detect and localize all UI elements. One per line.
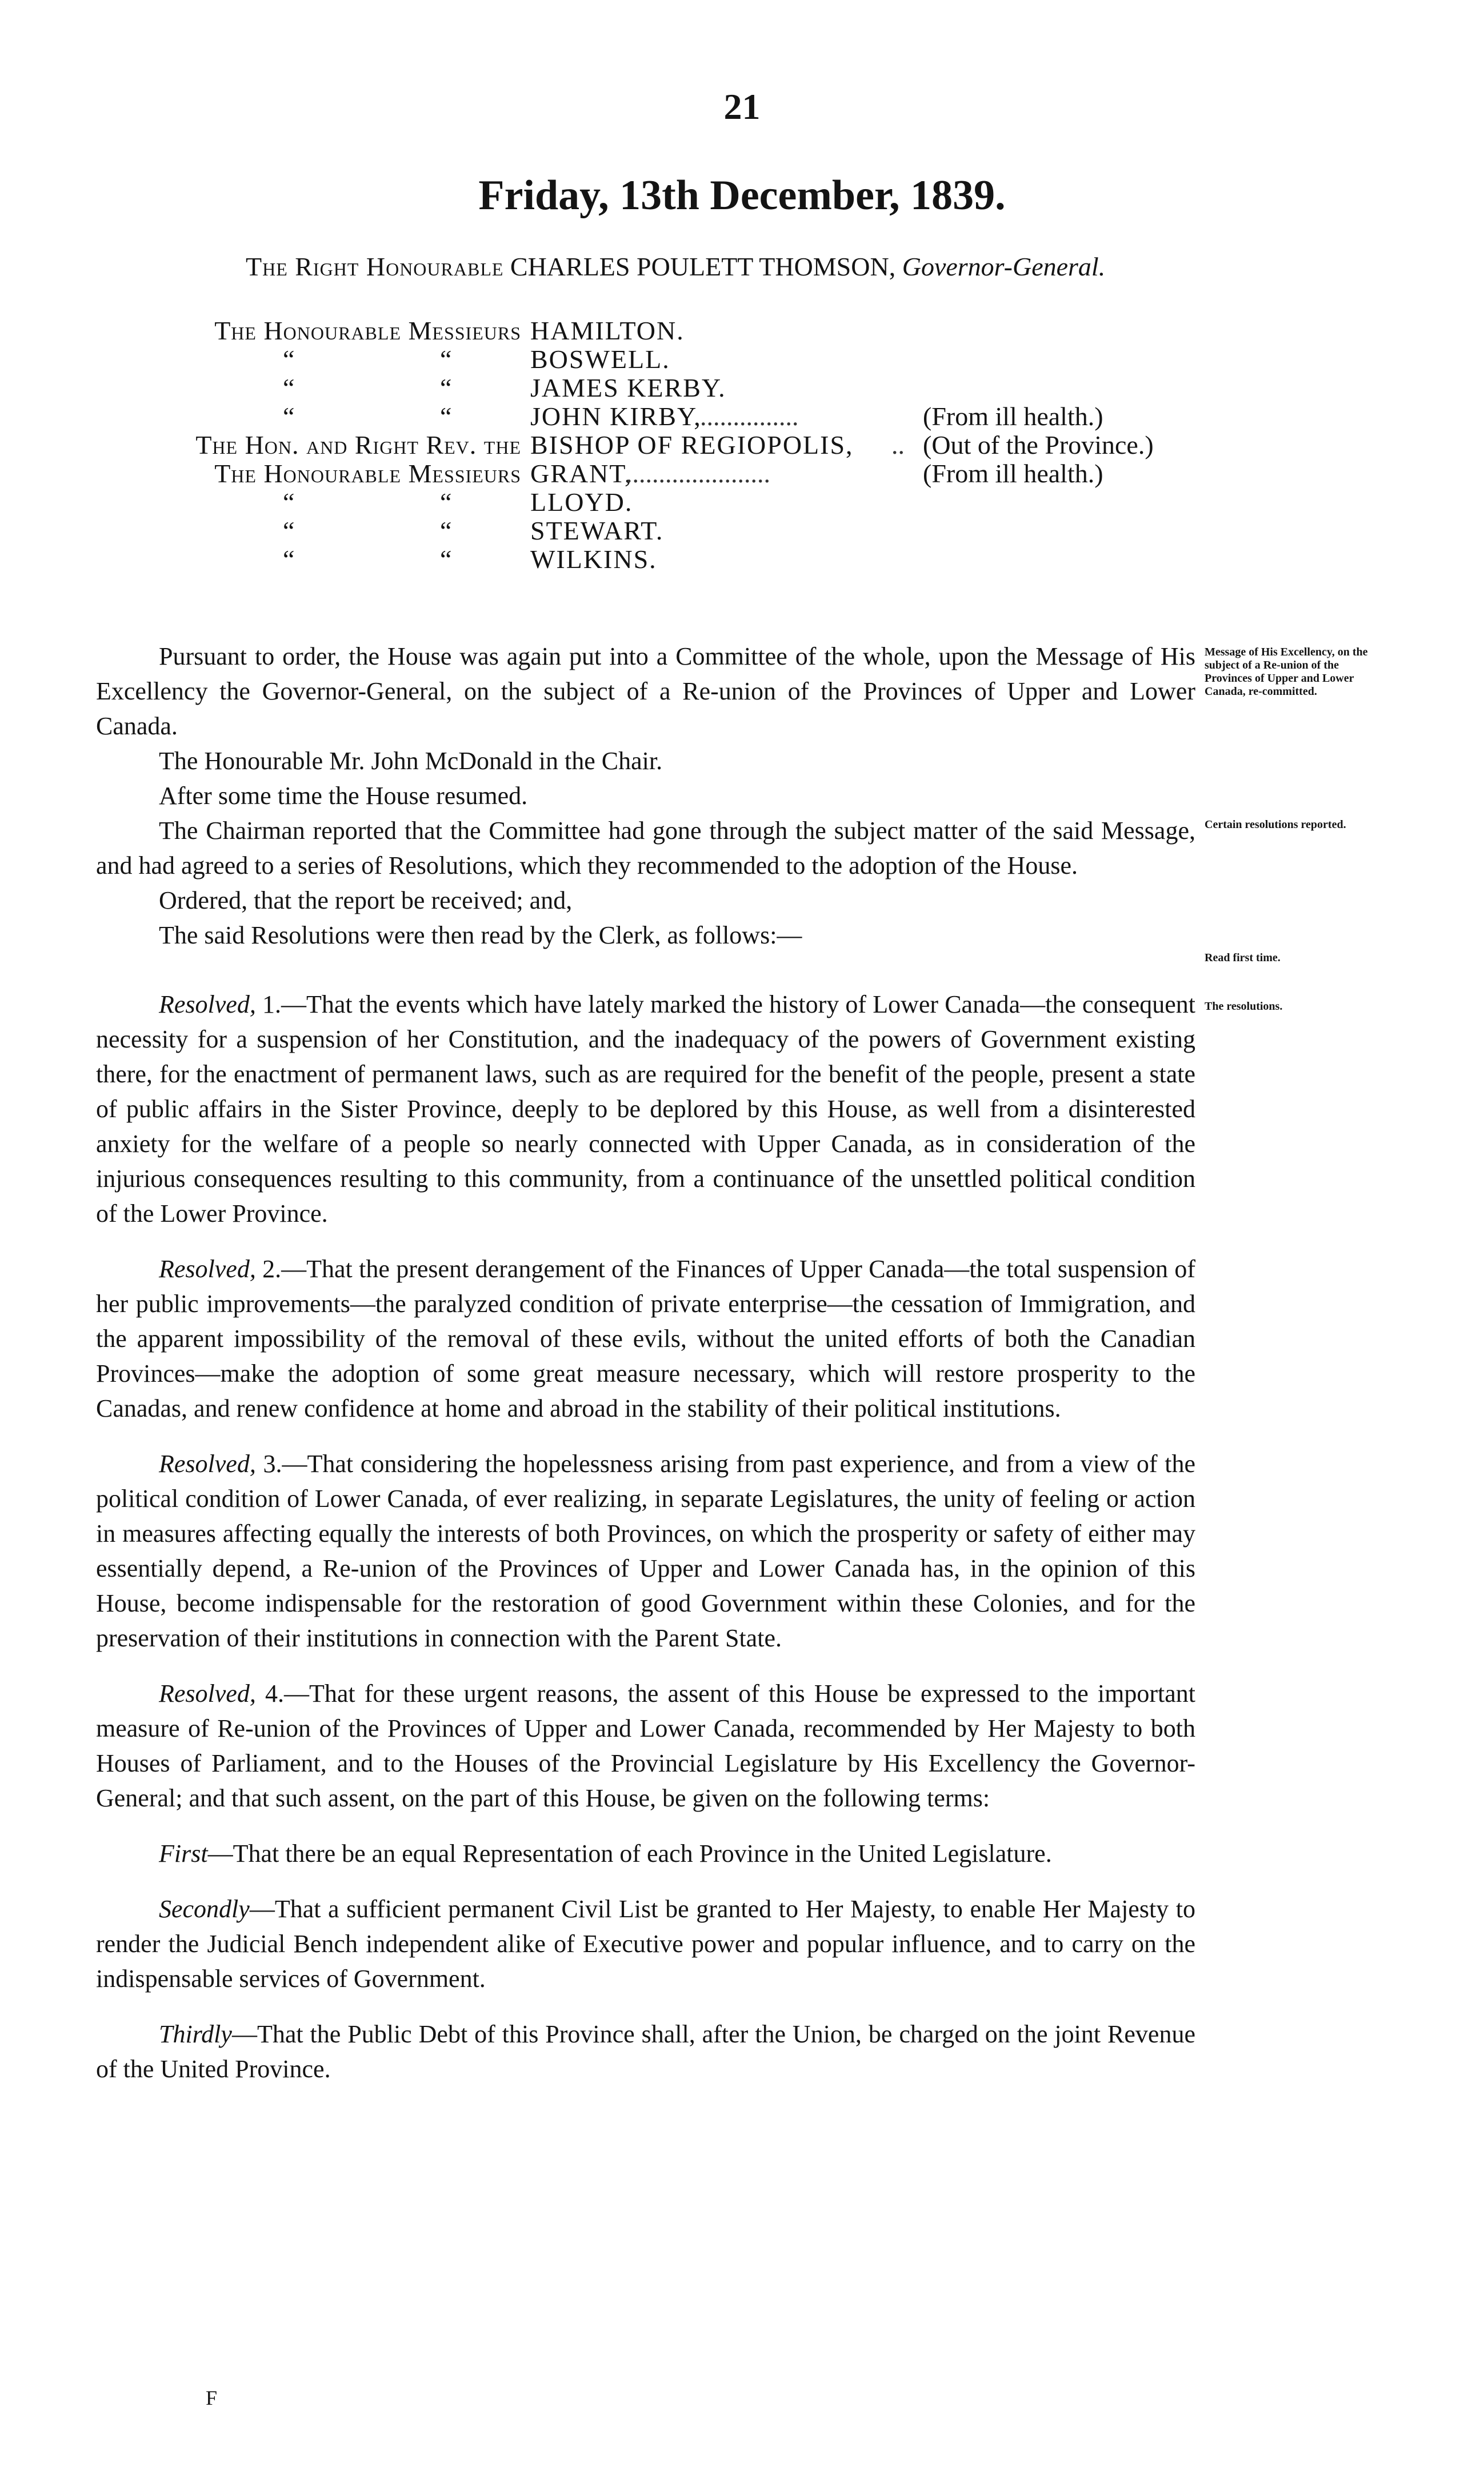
member-row: [0, 487, 1484, 515]
dot-leader: ......................: [626, 459, 770, 488]
proceedings-paragraph: Pursuant to order, the House was again put into a Committee of the whole, upon the Message of His Excellency the Governor-General, on the subject of a Re-union of the Provinces of Upper and Lower Canada.: [96, 642, 1195, 740]
term-label: Thirdly: [159, 2020, 232, 2048]
resolution-text: 1.—That the events which have lately marked the history of Lower Canada—the consequent necessity for a suspension of her Constitution, and the inadequacy of the powers of Government existing there, for the enactment of permanent laws, such as are required for the benefit of the people, present a state of public affairs in the Sister Province, deeply to be deplored by this House, as well from a disinterested anxiety for the welfare of a people so nearly connected with Upper Canada, as in consideration of the injurious consequences resulting to this community, from a continuance of the unsettled political condition of the Lower Province.: [96, 990, 1195, 1227]
resolution-paragraph: [96, 987, 1195, 1231]
ditto-mark: “: [440, 487, 452, 517]
ditto-mark: “: [283, 402, 295, 431]
ditto-mark: “: [283, 345, 295, 374]
resolutions-text: [96, 987, 1195, 2086]
member-name: BOSWELL.: [530, 345, 670, 374]
proceedings-paragraph: The Chairman reported that the Committee had gone through the subject matter of the said Message, and had agreed to a series of Resolutions, which they recommended to the adoption of the House.: [96, 817, 1195, 879]
governor-prefix: The Right Honourable: [246, 252, 504, 281]
member-name: WILKINS.: [530, 545, 657, 574]
member-name: GRANT,: [530, 459, 633, 488]
ditto-mark: “: [283, 516, 295, 545]
member-row: [0, 515, 1484, 544]
proceedings-text: [96, 639, 1195, 953]
resolution-label: Resolved,: [159, 1450, 256, 1478]
member-name: JAMES KERBY.: [530, 373, 726, 402]
member-row: [0, 544, 1484, 573]
member-name: HAMILTON.: [530, 316, 685, 345]
member-row: [0, 458, 1484, 487]
dot-leader: ..: [891, 430, 905, 459]
member-row: [0, 401, 1484, 430]
margin-note-message: Message of His Excellency, on the subject of a Re-union of the Provinces of Upper and Lower Canada, re-committed.: [1205, 646, 1368, 698]
term-paragraph: [96, 1836, 1195, 1871]
signature-mark: F: [206, 2386, 218, 2409]
member-prefix: The Hon. and Right Rev. the: [195, 430, 521, 459]
member-row: [0, 315, 1484, 344]
margin-note-the-resolutions: The resolutions.: [1205, 1000, 1283, 1013]
term-text: —That there be an equal Representation of each Province in the United Legislature.: [207, 1840, 1052, 1868]
ditto-mark: “: [283, 487, 295, 517]
date-heading: Friday, 13th December, 1839.: [478, 172, 1006, 219]
member-name: STEWART.: [530, 516, 664, 545]
resolution-label: Resolved,: [159, 1680, 256, 1708]
member-row: [0, 373, 1484, 401]
resolution-text: 3.—That considering the hopelessness arising from past experience, and from a view of the political condition of Lower Canada, of ever realizing, in separate Legislatures, the unity of feeling or action in measures affecting equally the interests of both Provinces, on which the prosperity or safety of either may essentially depend, a Re-union of the Provinces of Upper and Lower Canada has, in the opinion of this House, become indispensable for the restoration of good Government within these Colonies, and for the preservation of their institutions in connection with the Parent State.: [96, 1450, 1195, 1652]
ditto-mark: “: [440, 402, 452, 431]
governor-title: Governor-General.: [902, 252, 1106, 281]
page-number: 21: [723, 86, 761, 127]
member-prefix: The Honourable Messieurs: [214, 459, 521, 488]
term-text: —That the Public Debt of this Province shall, after the Union, be charged on the joint Revenue of the United Province.: [96, 2020, 1195, 2083]
governor-name: CHARLES POULETT THOMSON,: [510, 252, 896, 281]
dot-leader: ...............: [700, 402, 799, 431]
ditto-mark: “: [440, 345, 452, 374]
proceedings-paragraph: The said Resolutions were then read by the Clerk, as follows:—: [159, 921, 802, 949]
absence-note: (Out of the Province.): [923, 430, 1154, 459]
margin-note-read-first-time: Read first time.: [1205, 951, 1281, 964]
resolution-paragraph: [96, 1252, 1195, 1426]
ditto-mark: “: [283, 373, 295, 402]
member-name: BISHOP OF REGIOPOLIS,: [530, 430, 854, 459]
term-paragraph: [96, 1892, 1195, 1996]
ditto-mark: “: [283, 545, 295, 574]
member-prefix: The Honourable Messieurs: [214, 316, 521, 345]
member-name: JOHN KIRBY,: [530, 402, 702, 431]
member-row: [0, 344, 1484, 373]
resolution-label: Resolved,: [159, 1255, 256, 1283]
term-paragraph: [96, 2017, 1195, 2086]
resolution-text: 4.—That for these urgent reasons, the assent of this House be expressed to the important measure of Re-union of the Provinces of Upper and Lower Canada, recommended by Her Majesty to both Houses of Parliament, and to the Houses of the Provincial Legislature by His Excellency the Governor-General; and that such assent, on the part of this House, be given on the following terms:: [96, 1680, 1195, 1812]
proceedings-paragraph: Ordered, that the report be received; and,: [159, 886, 573, 914]
member-row: [0, 430, 1484, 458]
proceedings-paragraph: The Honourable Mr. John McDonald in the Chair.: [159, 747, 663, 775]
member-name: LLOYD.: [530, 487, 633, 517]
governor-line: [246, 251, 1105, 282]
absence-note: (From ill health.): [923, 402, 1103, 431]
term-label: Secondly: [159, 1895, 250, 1923]
term-label: First: [159, 1840, 208, 1868]
absence-note: (From ill health.): [923, 459, 1103, 488]
resolution-label: Resolved,: [159, 990, 256, 1018]
resolution-text: 2.—That the present derangement of the Finances of Upper Canada—the total suspension of her public improvements—the paralyzed condition of private enterprise—the cessation of Immigration, and the apparent impossibility of the removal of these evils, without the united efforts of both the Canadian Provinces—make the adoption of some great measure necessary, which will restore prosperity to the Canadas, and renew confidence at home and abroad in the stability of their political institutions.: [96, 1255, 1195, 1422]
margin-note-certain-resolutions: Certain resolutions reported.: [1205, 818, 1346, 831]
ditto-mark: “: [440, 373, 452, 402]
ditto-mark: “: [440, 516, 452, 545]
ditto-mark: “: [440, 545, 452, 574]
term-text: —That a sufficient permanent Civil List be granted to Her Majesty, to enable Her Majesty to render the Judicial Bench independent alike of Executive power and popular influence, and to carry on the indispensable services of Government.: [96, 1895, 1195, 1993]
members-roster: [0, 315, 1484, 573]
proceedings-paragraph: After some time the House resumed.: [159, 782, 528, 810]
resolution-paragraph: [96, 1676, 1195, 1816]
resolution-paragraph: [96, 1446, 1195, 1656]
